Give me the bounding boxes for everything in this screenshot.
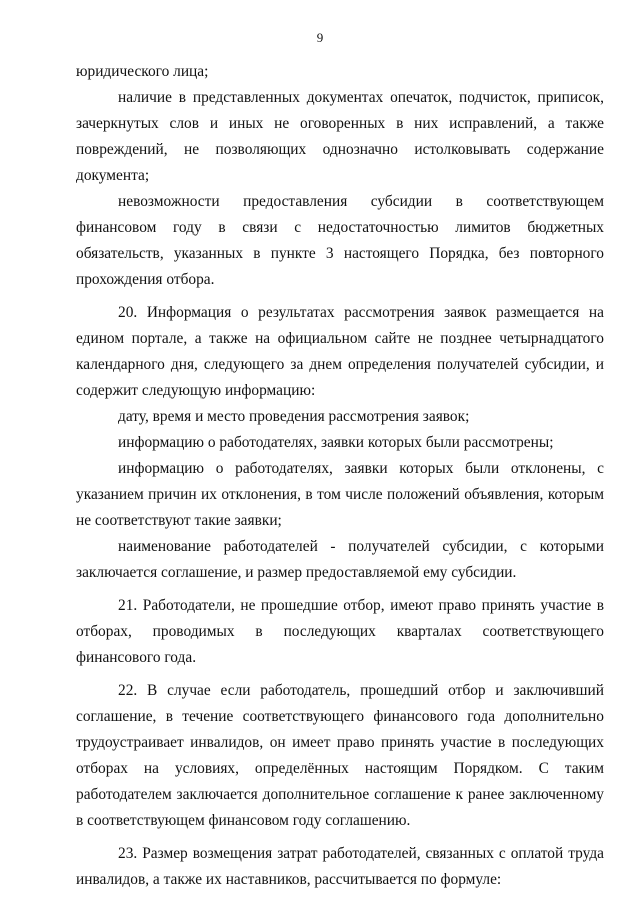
paragraph-clause-22: 22. В случае если работодатель, прошедший отбор и заключивший соглашение, в течение соответствующего финансового года дополнительно трудоустраивает инвалидов, он имеет право принять участие в последующих отборах на условиях, определённых настоящим Порядком. С таким работодателем заключается дополнительное соглашение к ранее заключенному в соответствующем финансовом году соглашению.: [76, 682, 604, 829]
paragraph-budget-limits: невозможности предоставления субсидии в соответствующем финансовом году в связи с недостаточностью лимитов бюджетных обязательств, указанных в пункте 3 настоящего Порядка, без повторного прохождения отбора.: [76, 193, 604, 288]
paragraph-legal-entity-continuation: юридического лица;: [76, 63, 209, 80]
paragraph-clause-21: 21. Работодатели, не прошедшие отбор, имеют право принять участие в отборах, проводимых в последующих кварталах соответствующего финансового года.: [76, 597, 604, 666]
paragraph-rejected-employers: информацию о работодателях, заявки которых были отклонены, с указанием причин их отклонения, в том числе положений объявления, которым не соответствуют такие заявки;: [76, 460, 604, 529]
paragraph-document-defects: наличие в представленных документах опечаток, подчисток, приписок, зачеркнутых слов и иных не оговоренных в них исправлений, а также повреждений, не позволяющих однозначно истолковывать содержание документа;: [76, 89, 604, 184]
paragraph-review-date: дату, время и место проведения рассмотрения заявок;: [118, 408, 470, 425]
paragraph-clause-23: 23. Размер возмещения затрат работодателей, связанных с оплатой труда инвалидов, а также их наставников, рассчитывается по формуле:: [76, 845, 604, 888]
document-body: [76, 59, 604, 893]
paragraph-reviewed-employers: информацию о работодателях, заявки которых были рассмотрены;: [118, 434, 554, 451]
paragraph-clause-20: 20. Информация о результатах рассмотрения заявок размещается на едином портале, а также на официальном сайте не позднее четырнадцатого календарного дня, следующего за днем определения получателей субсидии, и содержит следующую информацию:: [76, 304, 604, 399]
page-number: 9: [316, 30, 324, 45]
paragraph-subsidy-recipients: наименование работодателей - получателей субсидии, с которыми заключается соглашение, и размер предоставляемой ему субсидии.: [76, 538, 604, 581]
